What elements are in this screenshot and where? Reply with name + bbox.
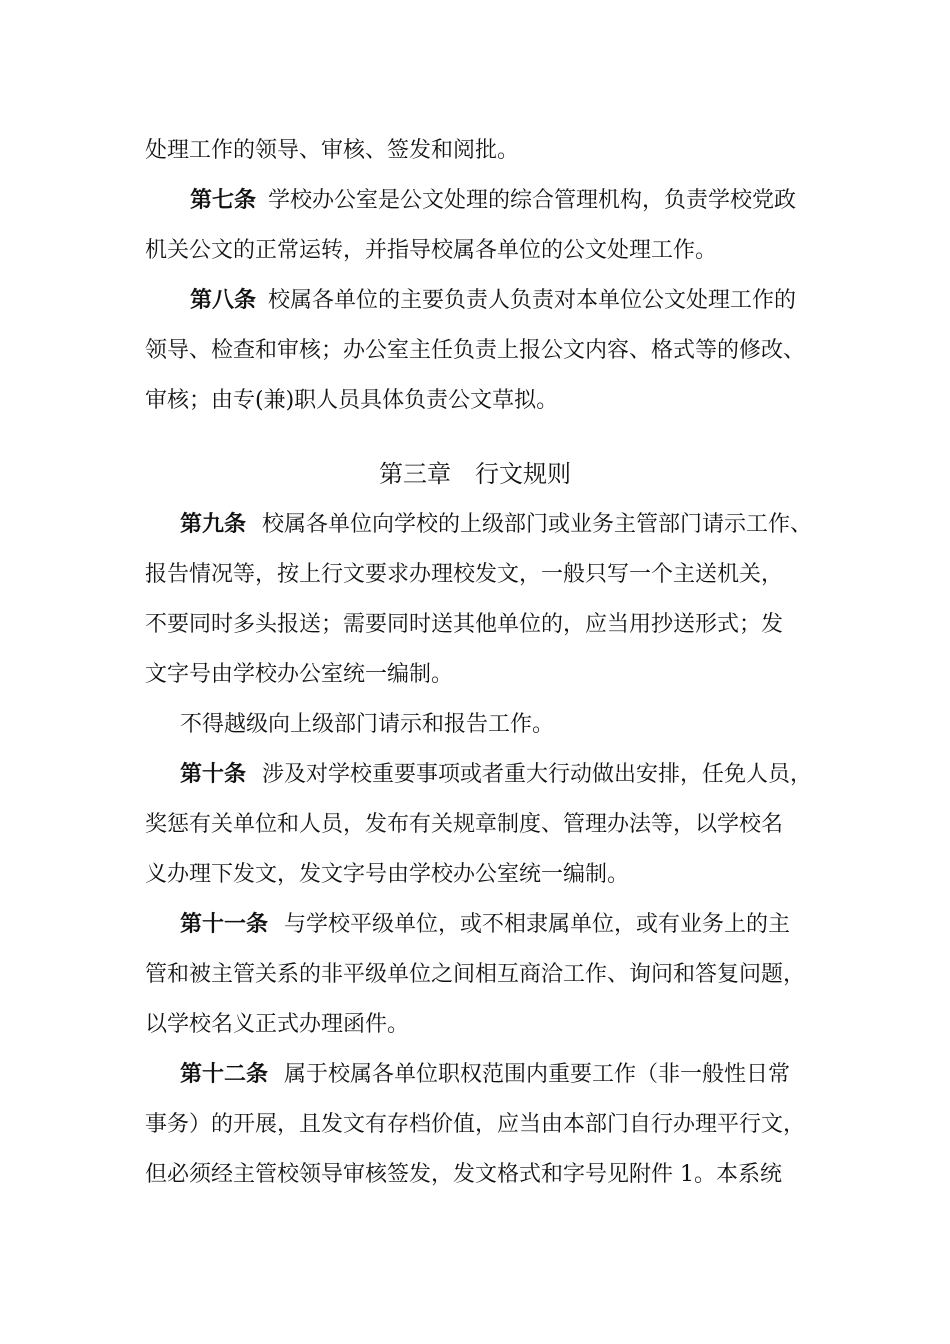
body-text: 学校办公室是公文处理的综合管理机构，负责学校党政	[268, 188, 797, 213]
article-10-line-3	[0, 855, 950, 895]
article-7-line-1	[0, 181, 950, 221]
article-11-label: 第十一条	[180, 912, 269, 937]
article-11-line-2	[0, 955, 950, 995]
body-text: 但必须经主管校领导审核签发，发文格式和字号见附件 1。本系统	[145, 1162, 782, 1187]
body-text: 校属各单位的主要负责人负责对本单位公文处理工作的	[268, 288, 797, 313]
article-9-line-4	[0, 655, 950, 695]
body-text: 报告情况等，按上行文要求办理校发文，一般只写一个主送机关，	[145, 562, 784, 587]
body-text: 领导、检查和审核；办公室主任负责上报公文内容、格式等的修改、	[145, 338, 806, 363]
body-text: 不要同时多头报送；需要同时送其他单位的，应当用抄送形式；发	[145, 612, 784, 637]
body-text: 文字号由学校办公室统一编制。	[145, 662, 454, 687]
body-text: 事务）的开展，且发文有存档价值，应当由本部门自行办理平行文，	[145, 1112, 806, 1137]
body-text: 属于校属各单位职权范围内重要工作（非一般性日常	[284, 1062, 791, 1087]
body-text: 审核；由专(兼)职人员具体负责公文草拟。	[145, 388, 559, 413]
article-12-label: 第十二条	[180, 1062, 269, 1087]
article-10-line-2	[0, 805, 950, 845]
body-text: 以学校名义正式办理函件。	[145, 1012, 410, 1037]
paragraph-line	[0, 131, 950, 171]
body-text: 与学校平级单位，或不相隶属单位，或有业务上的主	[284, 912, 791, 937]
article-11-line-3	[0, 1005, 950, 1045]
body-text: 义办理下发文，发文字号由学校办公室统一编制。	[145, 862, 630, 887]
article-9-line-2	[0, 555, 950, 595]
article-9-line-1	[0, 505, 950, 545]
article-9-line-3	[0, 605, 950, 645]
body-text: 处理工作的领导、审核、签发和阅批。	[145, 138, 520, 163]
article-10-line-1	[0, 755, 950, 795]
body-text: 机关公文的正常运转，并指导校属各单位的公文处理工作。	[145, 238, 718, 263]
article-8-label: 第八条	[190, 288, 257, 313]
article-10-label: 第十条	[180, 762, 247, 787]
article-12-line-3	[0, 1155, 950, 1195]
article-9-paragraph-2	[0, 705, 950, 745]
article-8-line-3	[0, 381, 950, 421]
article-12-line-2	[0, 1105, 950, 1145]
body-text: 校属各单位向学校的上级部门或业务主管部门请示工作、	[262, 512, 813, 537]
article-7-line-2	[0, 231, 950, 271]
article-8-line-2	[0, 331, 950, 371]
article-7-label: 第七条	[190, 188, 257, 213]
article-9-label: 第九条	[180, 512, 247, 537]
body-text: 涉及对学校重要事项或者重大行动做出安排，任免人员，	[262, 762, 813, 787]
article-8-line-1	[0, 281, 950, 321]
chapter-heading: 第三章 行文规则	[379, 460, 571, 488]
article-12-line-1	[0, 1055, 950, 1095]
body-text: 奖惩有关单位和人员，发布有关规章制度、管理办法等，以学校名	[145, 812, 784, 837]
body-text: 不得越级向上级部门请示和报告工作。	[180, 712, 555, 737]
body-text: 管和被主管关系的非平级单位之间相互商洽工作、询问和答复问题，	[145, 962, 806, 987]
article-11-line-1	[0, 905, 950, 945]
